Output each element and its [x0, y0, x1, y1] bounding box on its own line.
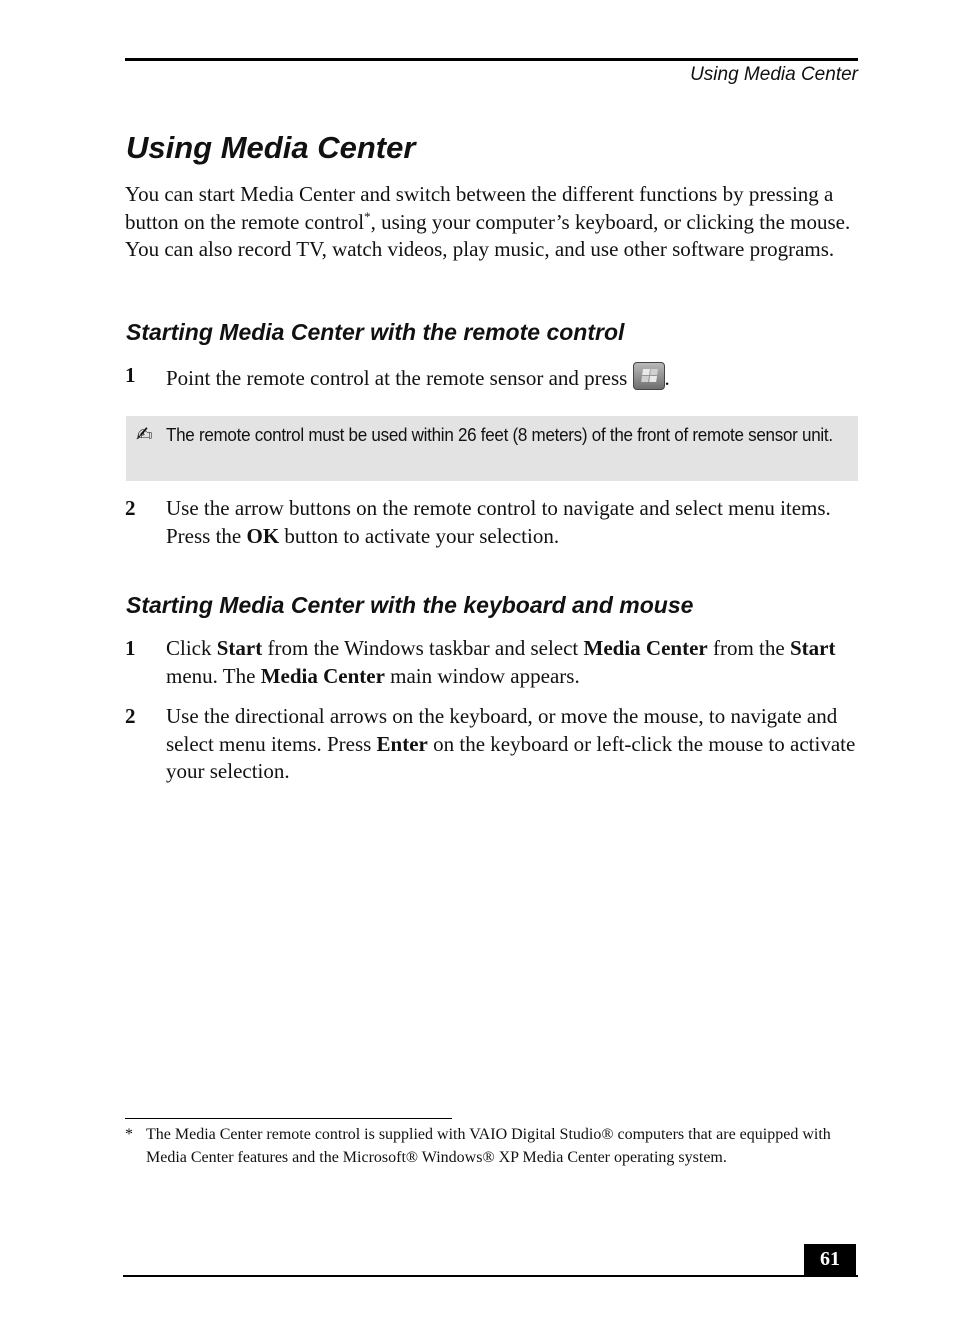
start-label: Start	[789, 636, 836, 660]
step-number: 1	[125, 363, 136, 387]
remote-step-1	[125, 362, 860, 393]
keyboard-step-2	[125, 703, 860, 786]
step-text: from the Windows taskbar and select	[262, 636, 584, 660]
footnote-rule	[125, 1118, 452, 1119]
note-box	[126, 416, 858, 481]
step-text: from the	[707, 636, 790, 660]
footnote-text: The Media Center remote control is supplied with VAIO Digital Studio® computers that are equipped with Media Center features and the Microsoft® Windows® XP Media Center operating system.	[146, 1126, 831, 1166]
step-number: 1	[125, 636, 136, 660]
step-text: main window appears.	[384, 663, 580, 688]
step-text: on the keyboard or left-click the mouse to activate your selection.	[166, 731, 856, 783]
note-pencil-icon: ✍	[136, 422, 153, 446]
page-number: 61	[804, 1244, 856, 1277]
footnote-reference: *	[364, 208, 371, 224]
step-number: 2	[125, 704, 136, 728]
footer-rule	[123, 1275, 858, 1277]
step-text: Point the remote control at the remote sensor and press	[166, 366, 628, 390]
enter-key-label: Enter	[376, 731, 428, 756]
note-text: The remote control must be used within 26 feet (8 meters) of the front of remote sensor unit.	[166, 424, 833, 445]
media-center-label: Media Center	[583, 636, 708, 660]
footnote	[125, 1124, 845, 1169]
section-heading-remote: Starting Media Center with the remote control	[126, 319, 625, 345]
step-text: menu. The	[166, 663, 261, 688]
remote-step-2	[125, 495, 860, 550]
step-text: Use the arrow buttons on the remote control to navigate and select menu items. Press the	[166, 496, 831, 548]
step-text: Use the directional arrows on the keyboard, or move the mouse, to navigate and select menu items. Press	[166, 704, 838, 756]
step-text: button to activate your selection.	[279, 523, 560, 548]
media-center-label: Media Center	[260, 663, 385, 688]
running-header: Using Media Center	[690, 64, 858, 85]
step-text: Click	[166, 636, 217, 660]
start-label: Start	[216, 636, 263, 660]
step-number: 2	[125, 496, 136, 520]
footnote-mark: *	[125, 1126, 133, 1143]
section-heading-keyboard: Starting Media Center with the keyboard and mouse	[126, 592, 694, 618]
windows-start-button-icon	[633, 362, 665, 390]
keyboard-step-1	[125, 635, 860, 690]
ok-button-label: OK	[246, 523, 280, 548]
page-title: Using Media Center	[126, 130, 416, 165]
intro-paragraph	[125, 181, 860, 264]
step-text-end: .	[664, 366, 670, 390]
intro-text-2: , using your computer’s keyboard, or clicking the mouse. You can also record TV, watch videos, play music, and use other software programs.	[125, 209, 851, 261]
header-rule	[125, 58, 858, 61]
intro-text-1: You can start Media Center and switch between the different functions by pressing a button on the remote control	[125, 182, 834, 234]
